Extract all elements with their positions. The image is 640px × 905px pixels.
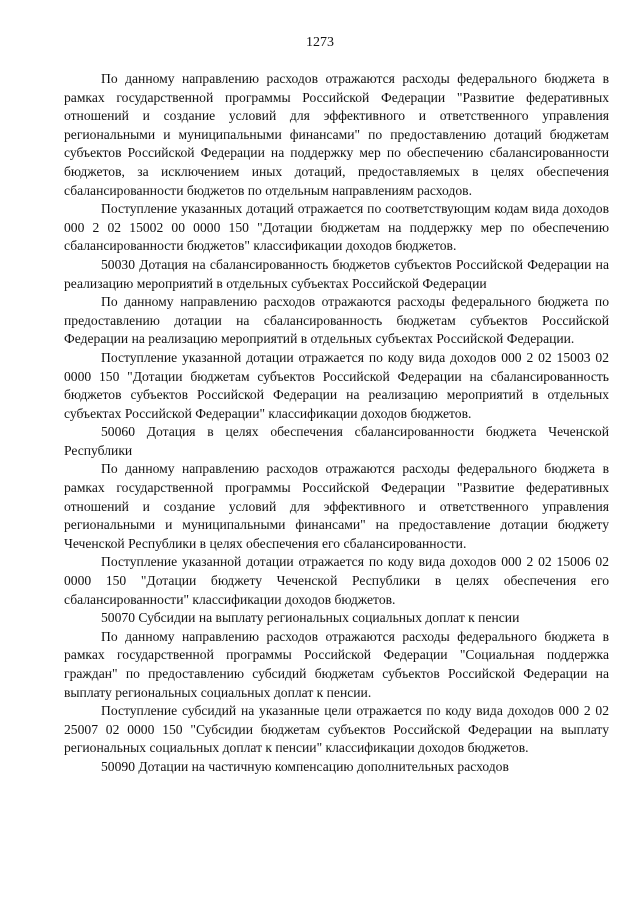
page-number: 1273: [306, 35, 334, 50]
paragraph: По данному направлению расходов отражаются расходы федерального бюджета по предоставлению дотации на сбалансированность бюджетам субъектов Российской Федерации на реализацию мероприятий в отдельных субъектах Российской Федерации.: [64, 294, 609, 347]
page-body: [64, 70, 609, 777]
paragraph: Поступление субсидий на указанные цели отражается по коду вида доходов 000 2 02 25007 02 0000 150 "Субсидии бюджетам субъектов Российской Федерации на выплату региональных социальных доплат к пенсии" классификации доходов бюджетов.: [64, 703, 609, 756]
paragraph: Поступление указанной дотации отражается по коду вида доходов 000 2 02 15003 02 0000 150 "Дотации бюджетам субъектов Российской Федерации на сбалансированность бюджетов субъектов Российской Федерации на реализацию мероприятий в отдельных субъектах Российской Федерации" классификации доходов бюджетов.: [64, 349, 609, 421]
paragraph: Поступление указанной дотации отражается по коду вида доходов 000 2 02 15006 02 0000 150 "Дотации бюджету Чеченской Республики в целях обеспечения его сбалансированности" классификации доходов бюджетов.: [64, 554, 609, 607]
paragraph: Поступление указанных дотаций отражается по соответствующим кодам вида доходов 000 2 02 15002 00 0000 150 "Дотации бюджетам на поддержку мер по обеспечению сбалансированности бюджетов" классификации доходов бюджетов.: [64, 201, 609, 254]
section-heading-50090: 50090 Дотации на частичную компенсацию дополнительных расходов: [101, 758, 509, 774]
section-heading-50070: 50070 Субсидии на выплату региональных социальных доплат к пенсии: [101, 610, 520, 626]
section-heading-50060: 50060 Дотация в целях обеспечения сбалансированности бюджета Чеченской Республики: [64, 424, 609, 458]
paragraph: По данному направлению расходов отражаются расходы федерального бюджета в рамках государственной программы Российской Федерации "Развитие федеративных отношений и создание условий для эффективного и ответственного управления региональными и муниципальными финансами" на предоставление дотации бюджету Чеченской Республики в целях обеспечения его сбалансированности.: [64, 461, 609, 551]
paragraph: По данному направлению расходов отражаются расходы федерального бюджета в рамках государственной программы Российской Федерации "Социальная поддержка граждан" по предоставлению субсидий бюджетам субъектов Российской Федерации на выплату региональных социальных доплат к пенсии.: [64, 628, 609, 700]
paragraph: По данному направлению расходов отражаются расходы федерального бюджета в рамках государственной программы Российской Федерации "Развитие федеративных отношений и создание условий для эффективного и ответственного управления региональными и муниципальными финансами" по предоставлению дотаций бюджетам субъектов Российской Федерации на поддержку мер по обеспечению сбалансированности бюджетов, за исключением иных дотаций, предоставляемых в целях обеспечения сбалансированности бюджетов по отдельным направлениям расходов.: [64, 71, 609, 198]
section-heading-50030: 50030 Дотация на сбалансированность бюджетов субъектов Российской Федерации на реализацию мероприятий в отдельных субъектах Российской Федерации: [64, 256, 609, 291]
